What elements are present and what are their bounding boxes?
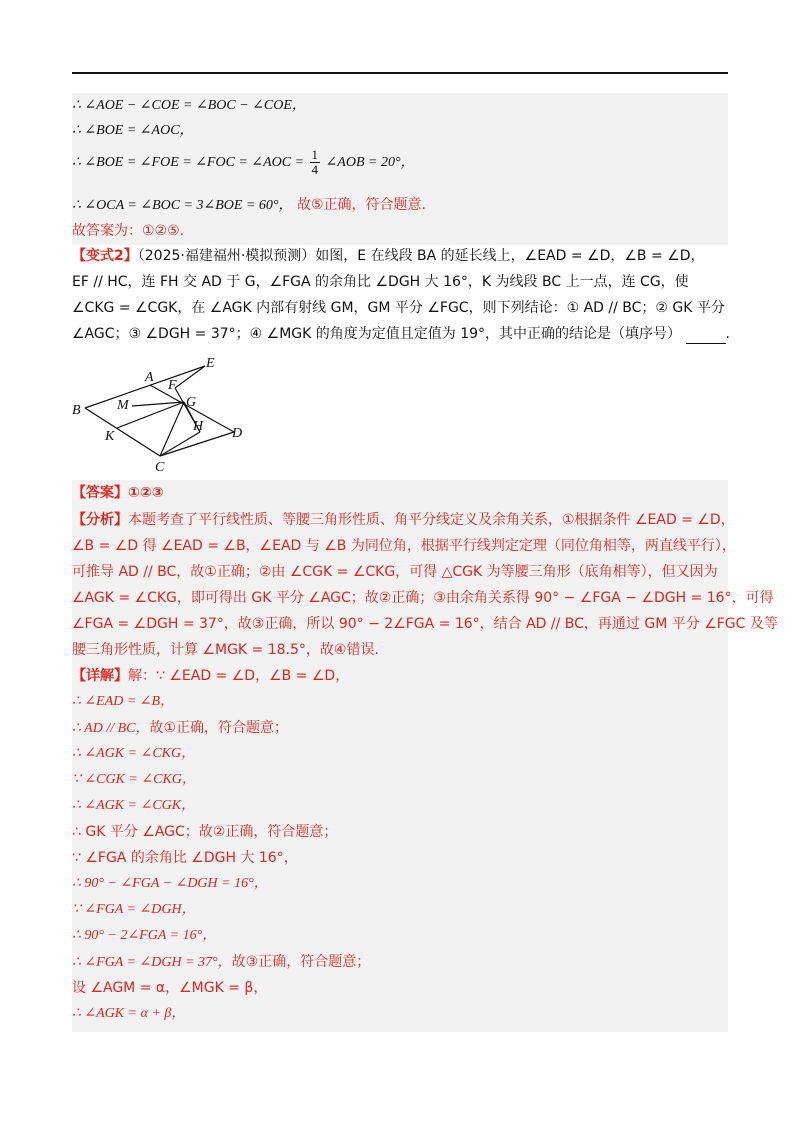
point-label-K: K xyxy=(105,429,115,444)
geometry-figure xyxy=(72,350,262,475)
detail-line-3 xyxy=(72,718,288,739)
problem-end-period: . xyxy=(725,326,730,342)
detail-line-4: ∴ ∠AGK = ∠CKG， xyxy=(72,746,196,761)
step-line-2: ∴ ∠BOE = ∠AOC， xyxy=(72,123,194,138)
fraction-denominator: 4 xyxy=(311,162,319,178)
problem-line-3: ∠CKG = ∠CGK，在 ∠AGK 内部有射线 GM，GM 平分 ∠FGC，则下列结论：① AD // BC；② GK 平分 xyxy=(72,300,725,316)
step-line-4-conclusion: 故⑤正确，符合题意. xyxy=(296,197,426,213)
problem-text-4: ∠AGC；③ ∠DGH = 37°；④ ∠MGK 的角度为定值且定值为 19°，其中正确的结论是（填序号） xyxy=(72,326,682,342)
point-label-B: B xyxy=(72,403,81,418)
point-label-A: A xyxy=(145,370,154,385)
point-label-D: D xyxy=(232,426,243,441)
analysis-line-3: 可推导 AD // BC，故①正确；②由 ∠CGK = ∠CKG，可得 △CGK 为等腰三角形（底角相等），但又因为 xyxy=(72,564,718,580)
point-label-E: E xyxy=(206,356,215,371)
answer-tag: 【答案】 xyxy=(72,485,128,501)
segment-HC xyxy=(160,432,200,456)
problem-tag: 【变式2】 xyxy=(72,248,138,264)
detail-line-6: ∴ ∠AGK = ∠CGK， xyxy=(72,798,196,813)
detail-line-13: 设 ∠AGM = α，∠MGK = β， xyxy=(72,980,268,996)
point-label-F: F xyxy=(168,378,177,393)
segment-EF xyxy=(175,366,205,388)
detail-line-7-math: ∴ GK 平分 ∠AGC； xyxy=(72,824,199,840)
analysis-line-2: ∠B = ∠D 得 ∠EAD = ∠B，∠EAD 与 ∠B 为同位角，根据平行线判定定理（同位角相等，两直线平行）， xyxy=(72,538,736,554)
analysis-text-1: 本题考查了平行线性质、等腰三角形性质、角平分线定义及余角关系，①根据条件 ∠EAD = ∠D， xyxy=(128,512,735,528)
analysis-line-1 xyxy=(72,510,735,530)
step-line-4-math: ∴ ∠OCA = ∠BOC = 3∠BOE = 60°， xyxy=(72,198,293,213)
answer-line xyxy=(72,483,164,503)
answer-value: ①②③ xyxy=(128,485,164,501)
detail-line-2: ∴ ∠EAD = ∠B， xyxy=(72,694,175,709)
detail-line-7 xyxy=(72,822,337,842)
step-line-1: ∴ ∠AOE − ∠COE = ∠BOC − ∠COE， xyxy=(72,98,306,113)
problem-line-2: EF // HC，连 FH 交 AD 于 G，∠FGA 的余角比 ∠DGH 大 16°，K 为线段 BC 上一点，连 CG，使 xyxy=(72,274,689,290)
detail-line-12-math: ∴ ∠FGA = ∠DGH = 37°， xyxy=(72,955,232,970)
analysis-line-5: ∠FGA = ∠DGH = 37°，故③正确，所以 90° − 2∠FGA = 16°，结合 AD // BC，再通过 GM 平分 ∠FGC 及等 xyxy=(72,616,778,632)
detail-line-14: ∴ ∠AGK = α + β， xyxy=(72,1006,186,1021)
analysis-line-6: 腰三角形性质，计算 ∠MGK = 18.5°，故④错误. xyxy=(72,642,379,658)
detail-line-3-conclusion: 故①正确，符合题意； xyxy=(149,720,289,736)
point-label-G: G xyxy=(186,395,197,410)
problem-line-4 xyxy=(72,324,730,344)
detail-line-3-math: ∴ AD // BC， xyxy=(72,721,150,736)
detail-line-12-conclusion: 故③正确，符合题意； xyxy=(231,954,371,970)
detail-line-1 xyxy=(72,666,349,686)
step-line-3-right: ∠AOB = 20°， xyxy=(325,155,415,170)
problem-text-1: （2025·福建福州·模拟预测）如图，E 在线段 BA 的延长线上，∠EAD = ∠D，∠B = ∠D， xyxy=(137,248,705,264)
detail-line-12 xyxy=(72,952,370,973)
solution-block xyxy=(72,480,778,1032)
detail-line-8: ∵ ∠FGA 的余角比 ∠DGH 大 16°， xyxy=(72,850,298,866)
detail-text-1: 解：∵ ∠EAD = ∠D，∠B = ∠D， xyxy=(128,668,350,684)
detail-line-9: ∴ 90° − ∠FGA − ∠DGH = 16°， xyxy=(72,876,268,891)
step-line-3-left: ∴ ∠BOE = ∠FOE = ∠FOC = ∠AOC = xyxy=(72,155,305,170)
answer-summary: 故答案为：①②⑤. xyxy=(72,223,185,239)
header-rule xyxy=(72,72,728,74)
detail-line-11: ∴ 90° − 2∠FGA = 16°， xyxy=(72,928,217,943)
step-line-4 xyxy=(72,195,426,216)
point-label-C: C xyxy=(155,460,165,475)
solution-continuation-block xyxy=(72,93,728,245)
step-line-3 xyxy=(72,145,415,181)
analysis-tag: 【分析】 xyxy=(72,512,128,528)
detail-line-5: ∵ ∠CGK = ∠CKG， xyxy=(72,772,196,787)
fraction-one-quarter xyxy=(310,148,321,177)
fraction-numerator: 1 xyxy=(311,147,319,163)
detail-line-10: ∵ ∠FGA = ∠DGH， xyxy=(72,902,196,917)
problem-statement xyxy=(72,245,728,345)
point-label-M: M xyxy=(117,398,129,413)
point-label-H: H xyxy=(193,419,204,434)
segment-CD xyxy=(160,432,234,456)
problem-line-1 xyxy=(72,246,705,266)
answer-blank xyxy=(686,329,726,344)
detail-line-7-conclusion: 故②正确，符合题意； xyxy=(198,824,338,840)
detail-tag: 【详解】 xyxy=(72,668,128,684)
analysis-line-4: ∠AGK = ∠CKG，即可得出 GK 平分 ∠AGC；故②正确；③由余角关系得 90° − ∠FGA − ∠DGH = 16°，可得 xyxy=(72,590,774,606)
